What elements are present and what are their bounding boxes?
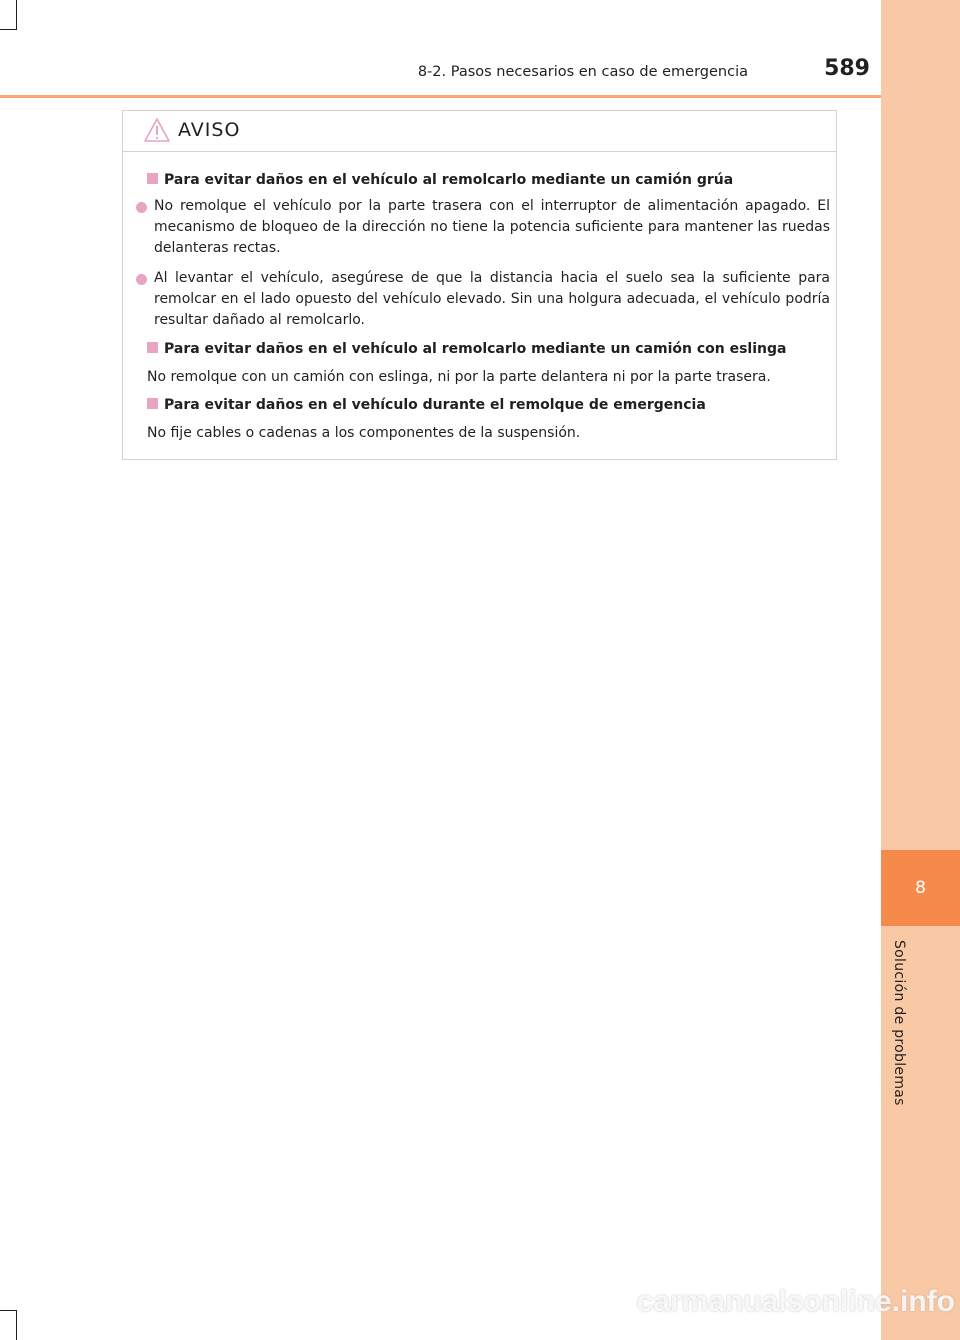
crop-mark-bottom-left-h — [0, 1310, 16, 1311]
crop-mark-bottom-left-v — [16, 1310, 17, 1340]
round-bullet-icon — [136, 202, 147, 213]
square-bullet-icon — [147, 342, 158, 353]
crop-mark-top-left-h — [0, 29, 16, 30]
crop-mark-top-left-v — [16, 0, 17, 30]
warning-header — [123, 111, 836, 152]
watermark: carmanualsonline.info — [636, 1285, 955, 1318]
square-bullet-icon — [147, 173, 158, 184]
section-title: 8-2. Pasos necesarios en caso de emergencia — [417, 64, 748, 80]
warning-triangle-icon — [143, 117, 171, 143]
warning-title: AVISO — [178, 119, 241, 141]
section-heading: Para evitar daños en el vehículo durante el remolque de emergencia — [147, 395, 706, 416]
chapter-label: Solución de problemas — [891, 940, 907, 1106]
section-body: No remolque con un camión con eslinga, ni por la parte delantera ni por la parte trasera. — [147, 369, 771, 385]
header-rule — [0, 95, 881, 98]
chapter-number: 8 — [881, 850, 960, 926]
bullet-text: No remolque el vehículo por la parte trasera con el interruptor de alimentación apagado. El mecanismo de bloqueo de la dirección no tiene la potencia suficiente para mantener las ruedas delanteras rectas. — [154, 198, 830, 256]
section-body: No fije cables o cadenas a los componentes de la suspensión. — [147, 425, 581, 441]
warning-box — [122, 110, 837, 460]
section-heading: Para evitar daños en el vehículo al remolcarlo mediante un camión grúa — [147, 170, 733, 191]
bullet-text: Al levantar el vehículo, asegúrese de que la distancia hacia el suelo sea la suficiente para remolcar en el lado opuesto del vehículo elevado. Sin una holgura adecuada, el vehículo podría resultar dañado al remolcarlo. — [154, 270, 830, 328]
round-bullet-icon — [136, 274, 147, 285]
square-bullet-icon — [147, 398, 158, 409]
section-heading: Para evitar daños en el vehículo al remolcarlo mediante un camión con eslinga — [147, 339, 786, 360]
page-number: 589 — [824, 56, 870, 81]
